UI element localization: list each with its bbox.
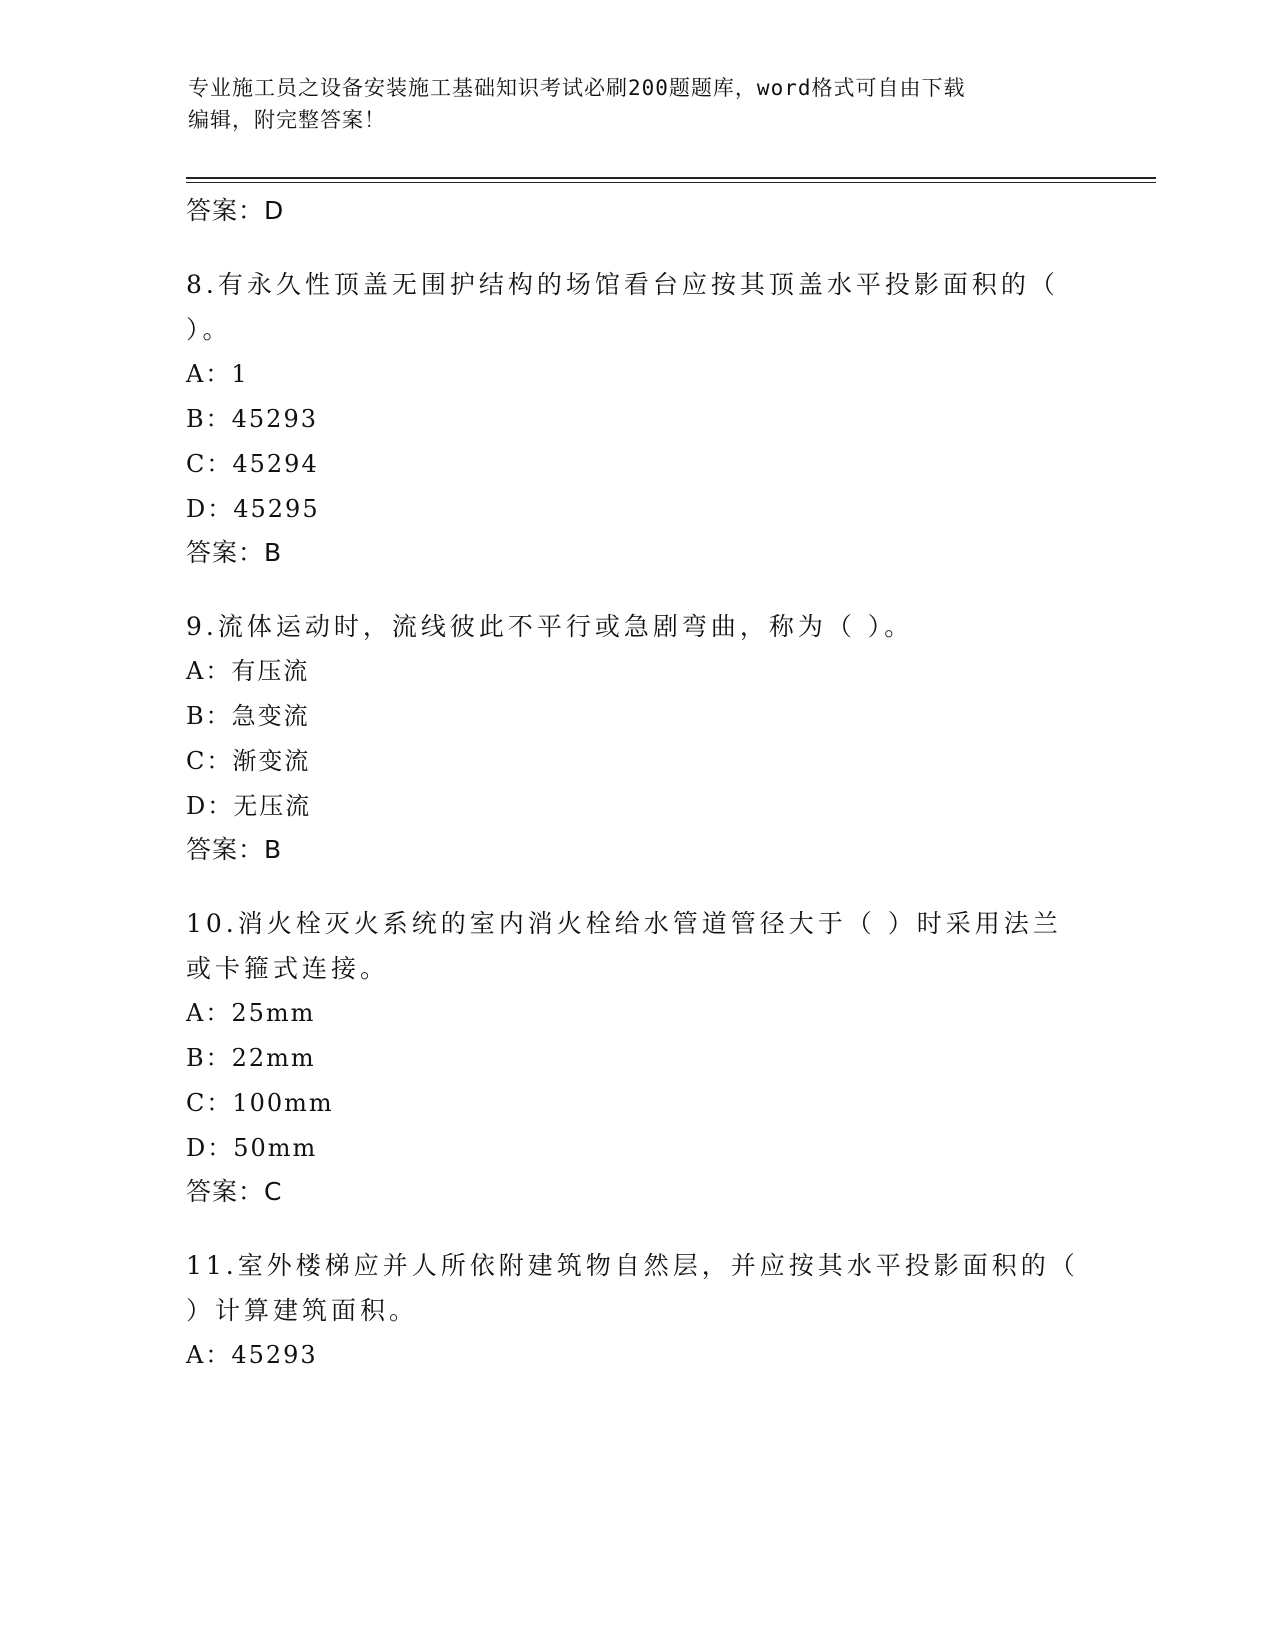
question-10-answer: 答案：C	[186, 1177, 283, 1206]
page-header	[188, 72, 1088, 136]
question-8-text-line-2: ）。	[186, 315, 232, 344]
question-8-answer: 答案：B	[186, 538, 283, 567]
question-10-option-d: D：50mm	[186, 1134, 318, 1162]
question-10-option-c: C：100mm	[186, 1089, 334, 1117]
question-8-option-a: A：1	[186, 360, 249, 388]
question-list	[186, 190, 1086, 1378]
question-9-answer: 答案：B	[186, 835, 283, 864]
question-11	[186, 1243, 1086, 1333]
question-10-text-line-2: 或卡箍式连接。	[186, 954, 390, 983]
question-8-option-b: B：45293	[186, 405, 318, 433]
header-line-1: 专业施工员之设备安装施工基础知识考试必刷200题题库，word格式可自由下载	[188, 76, 966, 100]
question-9-option-a: A：有压流	[186, 657, 310, 685]
header-divider-thick	[186, 177, 1156, 179]
header-divider-thin	[186, 182, 1156, 183]
question-9-text-line-1: 9.流体运动时，流线彼此不平行或急剧弯曲，称为（ ）。	[186, 612, 914, 641]
question-8	[186, 262, 1086, 352]
question-9-option-d: D：无压流	[186, 792, 312, 820]
question-10-text-line-1: 10.消火栓灭火系统的室内消火栓给水管道管径大于（ ）时采用法兰	[186, 909, 1062, 938]
question-8-option-d: D：45295	[186, 495, 320, 523]
question-8-option-c: C：45294	[186, 450, 319, 478]
question-9-option-b: B：急变流	[186, 702, 310, 730]
question-10-option-b: B：22mm	[186, 1044, 316, 1072]
question-10	[186, 901, 1086, 991]
question-11-text-line-1: 11.室外楼梯应并人所依附建筑物自然层，并应按其水平投影面积的（	[186, 1251, 1079, 1280]
question-11-option-a: A：45293	[186, 1341, 318, 1369]
question-11-text-line-2: ）计算建筑面积。	[186, 1296, 419, 1325]
question-8-text-line-1: 8.有永久性顶盖无围护结构的场馆看台应按其顶盖水平投影面积的（	[186, 270, 1059, 299]
question-10-option-a: A：25mm	[186, 999, 316, 1027]
question-9-option-c: C：渐变流	[186, 747, 311, 775]
question-9	[186, 604, 1086, 649]
answer-label: 答案：D	[186, 196, 285, 225]
header-line-2: 编辑，附完整答案！	[188, 108, 386, 132]
